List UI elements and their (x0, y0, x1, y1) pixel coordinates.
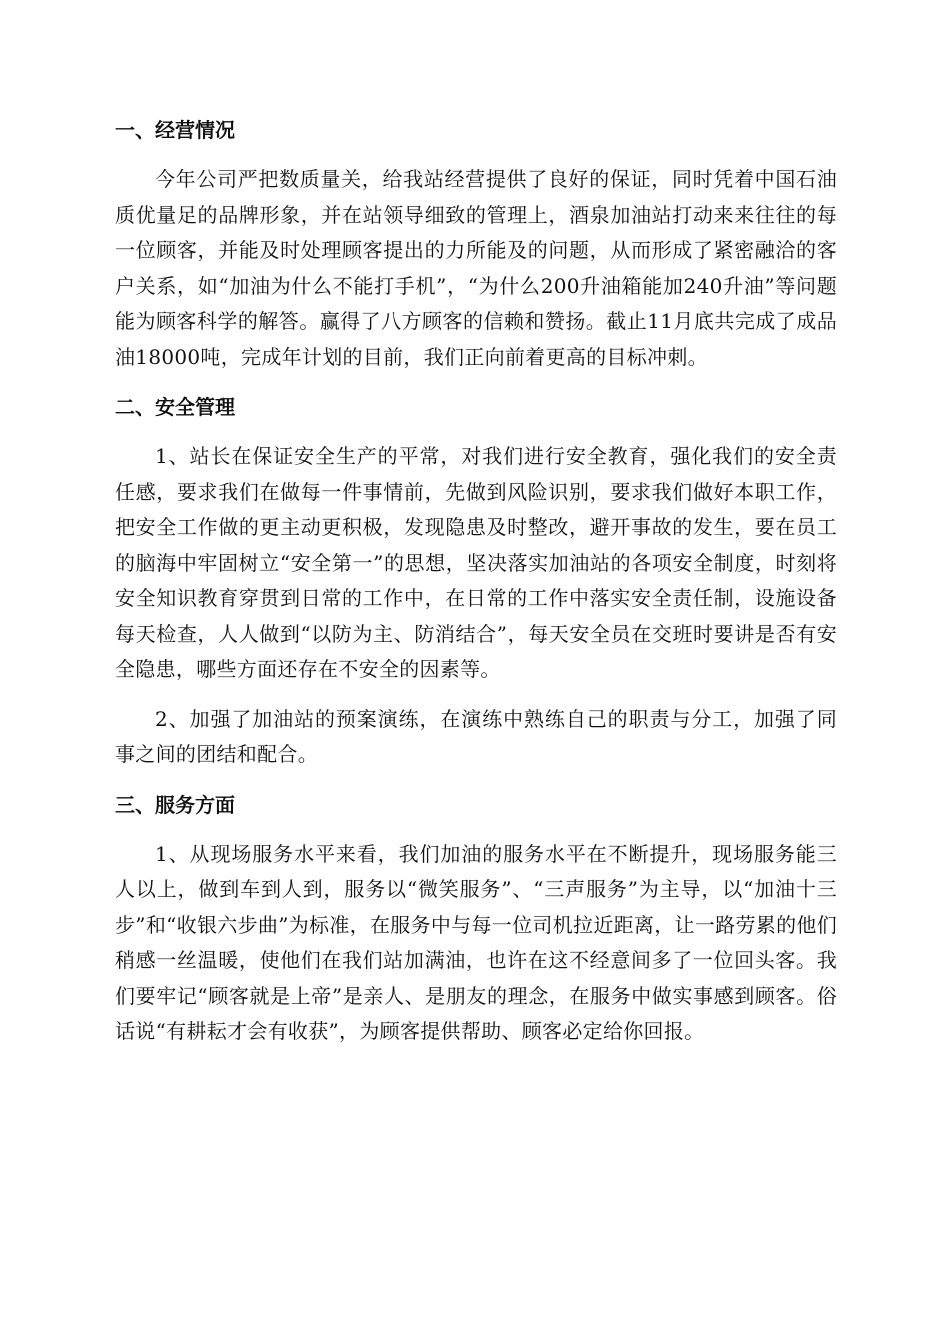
document-page (115, 112, 837, 1064)
paragraph-safety-2: 2、加强了加油站的预案演练，在演练中熟练自己的职责与分工，加强了同事之间的团结和配合。 (115, 706, 837, 766)
section-heading-operations: 一、经营情况 (115, 118, 235, 142)
paragraph-safety-1: 1、站长在保证安全生产的平常，对我们进行安全教育，强化我们的安全责任感，要求我们在做每一件事情前，先做到风险识别，要求我们做好本职工作，把安全工作做的更主动更积极，发现隐患及时整改，避开事故的发生，要在员工的脑海中牢固树立“安全第一”的思想，坚决落实加油站的各项安全制度，时刻将安全知识教育穿贯到日常的工作中，在日常的工作中落实安全责任制，设施设备每天检查，人人做到“以防为主、防消结合”，每天安全员在交班时要讲是否有安全隐患，哪些方面还存在不安全的因素等。 (115, 444, 837, 681)
paragraph-operations: 今年公司严把数质量关，给我站经营提供了良好的保证，同时凭着中国石油质优量足的品牌形象，并在站领导细致的管理上，酒泉加油站打动来来往往的每一位顾客，并能及时处理顾客提出的力所能及的问题，从而形成了紧密融洽的客户关系，如“加油为什么不能打手机”，“为什么200升油箱能加240升油”等问题能为顾客科学的解答。赢得了八方顾客的信赖和赞扬。截止11月底共完成了成品油18000吨，完成年计划的目前，我们正向前着更高的目标冲刺。 (115, 167, 837, 369)
paragraph-service-1: 1、从现场服务水平来看，我们加油的服务水平在不断提升，现场服务能三人以上，做到车到人到，服务以“微笑服务”、“三声服务”为主导，以“加油十三步”和“收银六步曲”为标准，在服务中与每一位司机拉近距离，让一路劳累的他们稍感一丝温暖，使他们在我们站加满油，也许在这不经意间多了一位回头客。我们要牢记“顾客就是上帝”是亲人、是朋友的理念，在服务中做实事感到顾客。俗话说“有耕耘才会有收获”，为顾客提供帮助、顾客必定给你回报。 (115, 841, 837, 1043)
section-heading-service: 三、服务方面 (115, 792, 235, 817)
section-heading-safety: 二、安全管理 (115, 395, 235, 419)
